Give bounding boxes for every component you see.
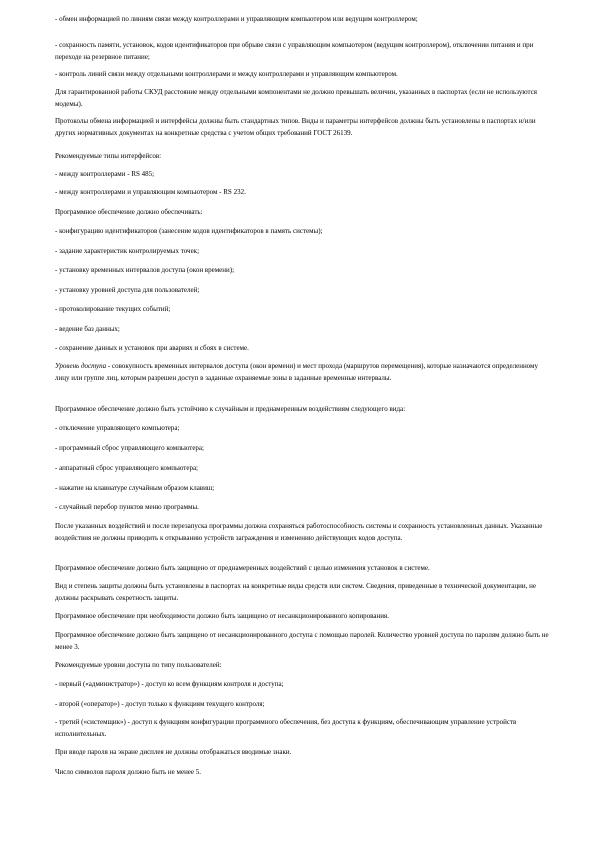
paragraph-8: - между контроллерами и управляющим компьютером - RS 232. <box>55 188 246 196</box>
paragraph-26: Вид и степень защиты должны быть установлены в паспортах на конкретные виды средств или систем. Сведения, приведенные в технической документации, не должны раскрывать секретность защиты. <box>55 582 536 602</box>
paragraph-12: - установку временных интервалов доступа (окон времени); <box>55 266 235 274</box>
term-access-level: Уровень доступа <box>55 362 107 370</box>
paragraph-32: - третий («системщик») - доступ к функциям конфигурации программного обеспечения, без доступа к функциям, обеспечивающим управление устройств исполнительных. <box>55 718 517 738</box>
paragraph-25: Программное обеспечение должно быть защищено от преднамеренных воздействий с целью изменения установок в системе. <box>55 564 430 572</box>
paragraph-4: Для гарантированной работы СКУД расстояние между отдельными компонентами не должно превышать величин, указанных в паспортах (если не используются модемы). <box>55 88 537 108</box>
paragraph-27: Программное обеспечение при необходимости должно быть защищено от несанкционированного копирования. <box>55 612 389 620</box>
paragraph-24: После указанных воздействий и после перезапуска программы должна сохраняться работоспособность системы и сохранность установленных данных. Указанные воздействия не должны приводить к открыванию устройств заграждения и изменению действующих кодов доступа. <box>55 522 543 542</box>
paragraph-33: При вводе пароля на экране дисплея не должны отображаться вводимые знаки. <box>55 748 292 756</box>
paragraph-10: - конфигурацию идентификаторов (занесение кодов идентификаторов в память системы); <box>55 227 323 235</box>
paragraph-2: - сохранность памяти, установок, кодов идентификаторов при обрыве связи с управляющим компьютером (ведущим контроллером), отключении питания и при переходе на резервное питание; <box>55 41 534 61</box>
paragraph-11: - задание характеристик контролируемых точек; <box>55 247 200 255</box>
term-definition: - совокупность временных интервалов доступа (окон времени) и мест прохода (маршрутов перемещения), которые назначаются определенному лицу или группе лиц, которым разрешен доступ в заданные охраняемые зоны в заданные временные интервалы. <box>55 362 538 382</box>
paragraph-34: Число символов пароля должно быть не менее 5. <box>55 768 202 776</box>
paragraph-28: Программное обеспечение должно быть защищено от несанкционированного доступа с помощью паролей. Количество уровней доступа по паролям должно быть не менее 3. <box>55 631 549 651</box>
paragraph-17 <box>55 361 550 384</box>
paragraph-16: - сохранение данных и установок при авариях и сбоях в системе. <box>55 344 249 352</box>
paragraph-5: Протоколы обмена информацией и интерфейсы должны быть стандартных типов. Виды и параметры интерфейсов должны быть установлены в паспортах и/или других нормативных документах на конкретные средства с учетом общих требований ГОСТ 26139. <box>55 117 536 137</box>
paragraph-9: Программное обеспечение должно обеспечивать: <box>55 208 203 216</box>
paragraph-19: - отключение управляющего компьютера; <box>55 424 180 432</box>
paragraph-21: - аппаратный сброс управляющего компьютера; <box>55 464 198 472</box>
paragraph-15: - ведение баз данных; <box>55 325 120 333</box>
paragraph-20: - программный сброс управляющего компьютера; <box>55 444 204 452</box>
paragraph-6: Рекомендуемые типы интерфейсов: <box>55 152 162 160</box>
paragraph-18: Программное обеспечение должно быть устойчиво к случайным и преднамеренным воздействиям следующего вида: <box>55 405 406 413</box>
paragraph-7: - между контроллерами - RS 485; <box>55 170 155 178</box>
paragraph-3: - контроль линий связи между отдельными контроллерами и между контроллерами и управляющим компьютером. <box>55 70 398 78</box>
paragraph-30: - первый («администратор») - доступ ко всем функциям контроля и доступа; <box>55 680 284 688</box>
paragraph-23: - случайный перебор пунктов меню программы. <box>55 503 199 511</box>
paragraph-29: Рекомендуемые уровни доступа по типу пользователей: <box>55 661 222 669</box>
paragraph-1: - обмен информацией по линиям связи между контроллерами и управляющим компьютером или ведущим контроллером; <box>55 15 418 23</box>
paragraph-14: - протоколирование текущих событий; <box>55 305 171 313</box>
paragraph-31: - второй («оператор») - доступ только к функциям текущего контроля; <box>55 700 265 708</box>
paragraph-22: - нажатие на клавиатуре случайным образом клавиш; <box>55 484 215 492</box>
paragraph-13: - установку уровней доступа для пользователей; <box>55 286 200 294</box>
